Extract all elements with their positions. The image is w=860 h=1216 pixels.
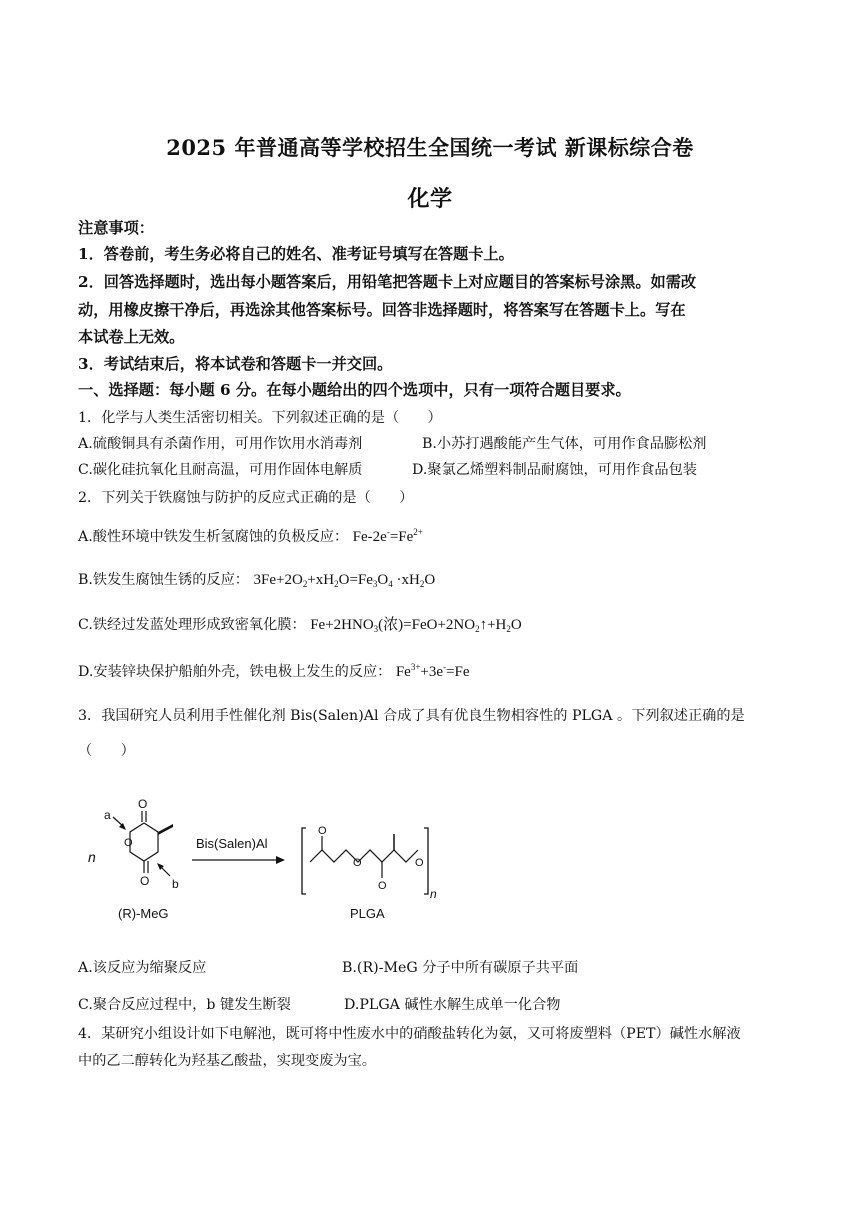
- section-heading: 一、选择题：每小题 6 分。在每小题给出的四个选项中，只有一项符合题目要求。: [78, 381, 631, 399]
- q1-option-a: A.硫酸铜具有杀菌作用，可用作饮用水消毒剂: [78, 436, 363, 452]
- ring-o-left: O: [124, 837, 133, 849]
- q1-option-b: B.小苏打遇酸能产生气体，可用作食品膨松剂: [422, 436, 707, 452]
- catalyst-label: Bis(Salen)Al: [196, 836, 268, 851]
- polymerization-scheme: [80, 790, 440, 930]
- bond-label-a: a: [104, 808, 111, 822]
- notice-item-2-line-2: 动，用橡皮擦干净后，再选涂其他答案标号。回答非选择题时，将答案写在答题卡上。写在: [78, 301, 686, 319]
- notice-item-1: 1．答卷前，考生务必将自己的姓名、准考证号填写在答题卡上。: [78, 245, 514, 263]
- product-label: PLGA: [350, 906, 385, 921]
- q2-option-c: [78, 615, 522, 635]
- ring-o-bottom: O: [140, 874, 150, 888]
- q3-option-a: A.该反应为缩聚反应: [78, 960, 207, 976]
- q2-stem: 2．下列关于铁腐蚀与防护的反应式正确的是（ ）: [78, 490, 414, 506]
- q2-option-d: [78, 662, 470, 682]
- bracket-left: [302, 828, 306, 894]
- q2-option-a: [78, 527, 423, 547]
- bracket-right: [424, 828, 428, 894]
- ring-o-top: O: [138, 797, 148, 811]
- q4-stem-line-2: 中的乙二醇转化为羟基乙酸盐，实现变废为宝。: [78, 1053, 376, 1069]
- polymer-o-3: O: [378, 880, 387, 892]
- q2-option-b: [78, 570, 435, 590]
- q2-option-a-text: A.酸性环境中铁发生析氢腐蚀的负极反应：: [78, 529, 349, 545]
- q1-option-c: C.碳化硅抗氧化且耐高温，可用作固体电解质: [78, 462, 363, 478]
- q2-option-d-equation: $Fe^{3+}+3e^-=Fe$: [395, 662, 470, 680]
- q3-option-d: D.PLGA 碱性水解生成单一化合物: [344, 997, 561, 1013]
- reactant-label: (R)-MeG: [118, 906, 169, 921]
- q3-stem-line-2: （ ）: [78, 743, 135, 759]
- ring-bonds: [130, 823, 158, 861]
- q2-option-d-text: D.安装锌块保护船舶外壳，铁电极上发生的反应：: [78, 664, 392, 680]
- q1-stem: 1．化学与人类生活密切相关。下列叙述正确的是（ ）: [78, 410, 442, 426]
- bond-label-b: b: [172, 877, 179, 891]
- reaction-arrow-head: [276, 856, 285, 864]
- exam-title: 2025 年普通高等学校招生全国统一考试 新课标综合卷: [166, 135, 694, 160]
- q1-option-d: D.聚氯乙烯塑料制品耐腐蚀，可用作食品包装: [412, 462, 697, 478]
- q3-stem-line-1: 3．我国研究人员利用手性催化剂 Bis(Salen)Al 合成了具有优良生物相容性的 PLGA 。下列叙述正确的是: [78, 708, 745, 724]
- scheme-n-right: n: [430, 887, 437, 901]
- polymer-o-2: O: [353, 857, 362, 869]
- q3-option-c: C.聚合反应过程中，b 键发生断裂: [78, 997, 291, 1013]
- polymer-o-1: O: [318, 825, 327, 837]
- notice-item-3: 3．考试结束后，将本试卷和答题卡一并交回。: [78, 355, 393, 373]
- q2-option-b-equation: $3Fe+2O_2+xH_2O=Fe_3O_4 \cdot xH_2O$: [253, 572, 436, 589]
- notice-item-2-line-1: 2．回答选择题时，选出每小题答案后，用铅笔把答题卡上对应题目的答案标号涂黑。如需改: [78, 273, 697, 291]
- q4-stem-line-1: 4．某研究小组设计如下电解池，既可将中性废水中的硝酸盐转化为氨，又可将废塑料（PET）碱性水解液: [78, 1026, 741, 1042]
- polymer-backbone: [310, 850, 418, 862]
- scheme-n-left: n: [88, 849, 96, 865]
- notice-item-2-line-3: 本试卷上无效。: [78, 328, 185, 346]
- polymer-o-4: O: [415, 857, 424, 869]
- q2-option-b-text: B.铁发生腐蚀生锈的反应：: [78, 572, 249, 588]
- q2-option-a-equation: $Fe-2e^-=Fe^{2+}$: [352, 527, 423, 545]
- subject-title: 化学: [407, 186, 453, 212]
- q3-option-b: B.(R)-MeG 分子中所有碳原子共平面: [342, 960, 579, 976]
- methyl-wedge: [158, 824, 173, 835]
- q2-option-c-text: C.铁经过发蓝处理形成致密氧化膜：: [78, 617, 306, 633]
- q2-option-c-equation: $Fe+2HNO_3$(浓)$=FeO+2NO_2↑+H_2O$: [310, 617, 522, 634]
- notice-heading: 注意事项：: [78, 219, 154, 237]
